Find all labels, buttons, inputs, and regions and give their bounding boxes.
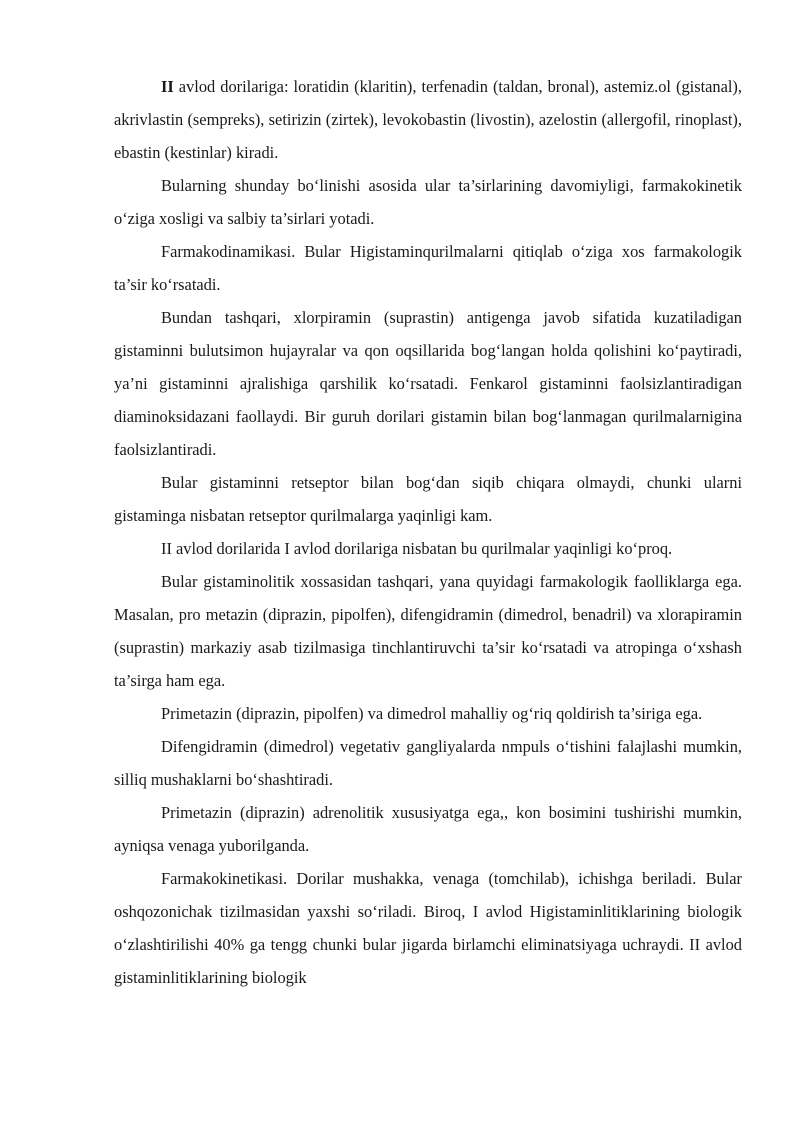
paragraph-9: Difengidramin (dimedrol) vegetativ gangliyalarda nmpuls o‘tishini falajlashi mumkin, silliq mushaklarni bo‘shashtiradi. [114,737,742,789]
paragraph-6: II avlod dorilarida I avlod dorilariga nisbatan bu qurilmalar yaqinligi ko‘proq. [161,539,673,558]
paragraph-3: Farmakodinamikasi. Bular Higistaminqurilmalarni qitiqlab o‘ziga xos farmakologik ta’sir ko‘rsatadi. [114,242,742,294]
paragraph-11: Farmakokinetikasi. Dorilar mushakka, venaga (tomchilab), ichishga beriladi. Bular oshqozonichak tizilmasidan yaxshi so‘riladi. Biroq, I avlod Higistaminlitiklarining biologik o‘zlashtirilishi 40% ga tengg chunki bular jigarda birlamchi eliminatsiyaga uchraydi. II avlod gistaminlitiklarining biologik [114,869,742,987]
paragraph-5: Bular gistaminni retseptor bilan bog‘dan siqib chiqara olmaydi, chunki ularni gistaminga nisbatan retseptor qurilmalarga yaqinligi kam. [114,473,742,525]
paragraph-10: Primetazin (diprazin) adrenolitik xususiyatga ega,, kon bosimini tushirishi mumkin, ayniqsa venaga yuborilganda. [114,803,742,855]
paragraph-8: Primetazin (diprazin, pipolfen) va dimedrol mahalliy og‘riq qoldirish ta’siriga ega. [161,704,703,723]
paragraph-7: Bular gistaminolitik xossasidan tashqari, yana quyidagi farmakologik faolliklarga ega. Masalan, pro metazin (diprazin, pipolfen), difengidramin (dimedrol, benadril) va xlorapiramin (suprastin) markaziy asab tizilmasiga tinchlantiruvchi ta’sir ko‘rsatadi va atropinga o‘xshash ta’sirga ham ega. [114,572,742,690]
paragraph-1 [114,70,742,169]
paragraph-2: Bularning shunday bo‘linishi asosida ular ta’sirlarining davomiyligi, farmakokinetik o‘ziga xosligi va salbiy ta’sirlari yotadi. [114,176,742,228]
paragraph-1-lead: II [161,77,174,96]
paragraph-4: Bundan tashqari, xlorpiramin (suprastin) antigenga javob sifatida kuzatiladigan gistaminni bulutsimon hujayralar va qon oqsillarida bog‘langan holda qolishini ko‘paytiradi, ya’ni gistaminni ajralishiga qarshilik ko‘rsatadi. Fenkarol gistaminni faolsizlantiradigan diaminoksidazani faollaydi. Bir guruh dorilari gistamin bilan bog‘lanmagan qurilmalarnigina faolsizlantiradi. [114,308,742,459]
paragraph-1-text: avlod dorilariga: loratidin (klaritin), terfenadin (taldan, bronal), astemiz.ol (gistanal), akrivlastin (sempreks), setirizin (zirtek), levokobastin (livostin), azelostin (allergofil, rinoplast), ebastin (kestinlar) kiradi. [114,77,742,162]
document-page [114,70,742,994]
